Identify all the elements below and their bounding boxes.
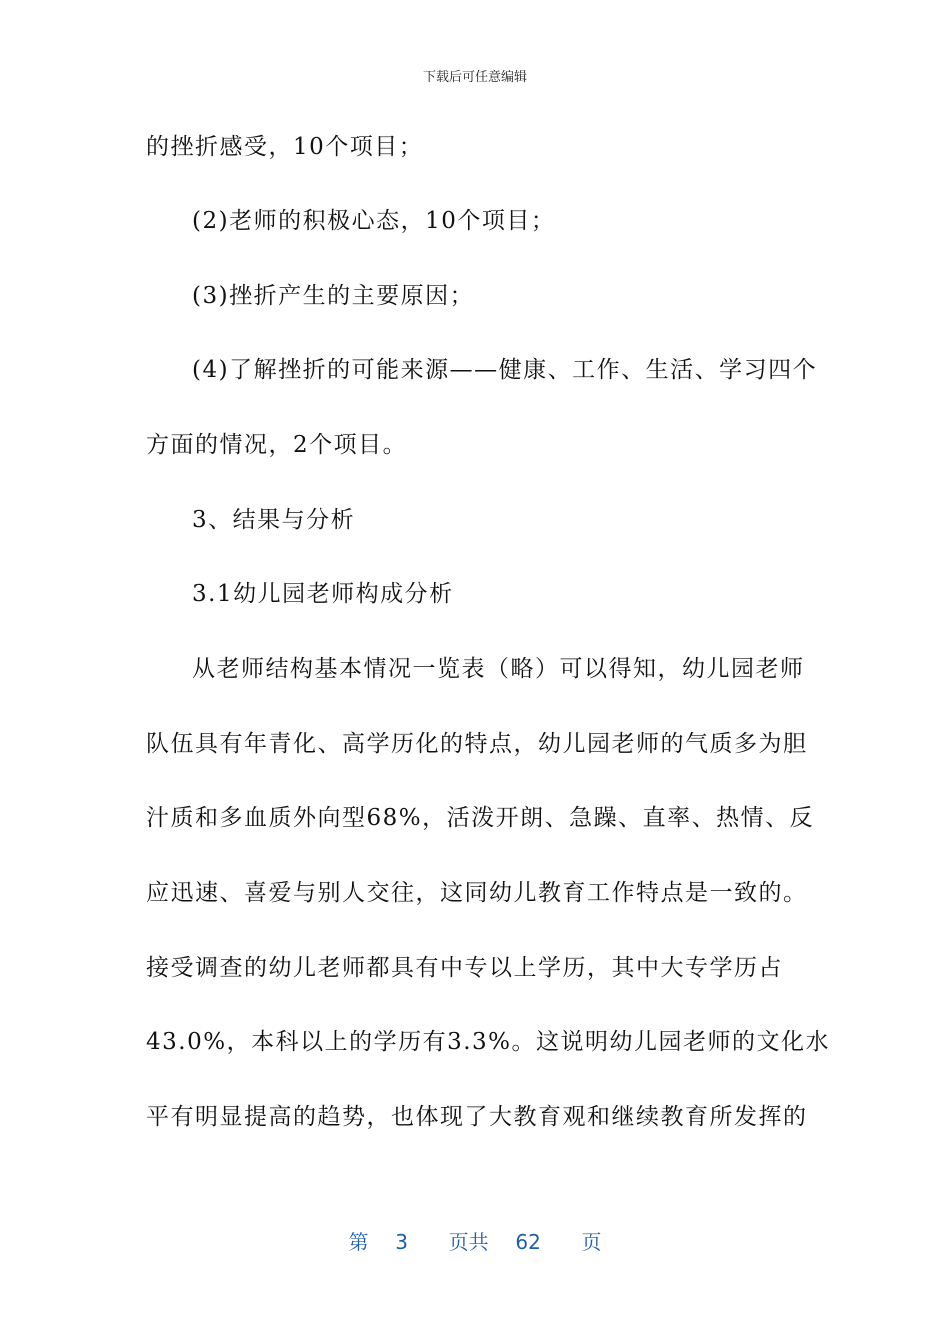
text-line: 方面的情况，2个项目。	[146, 432, 408, 458]
page-header: 下载后可任意编辑	[422, 70, 527, 85]
footer-middle: 页共	[448, 1230, 489, 1254]
subsection-heading: 3.1幼儿园老师构成分析	[192, 581, 454, 607]
text-line: 从老师结构基本情况一览表（略）可以得知，幼儿园老师	[192, 656, 805, 682]
text-line: (3)挫折产生的主要原因；	[192, 283, 475, 309]
text-line: 应迅速、喜爱与别人交往，这同幼儿教育工作特点是一致的。	[146, 880, 808, 906]
text-line: 接受调查的幼儿老师都具有中专以上学历，其中大专学历占	[146, 955, 783, 981]
text-line: 队伍具有年青化、高学历化的特点，幼儿园老师的气质多为胆	[146, 731, 808, 757]
total-pages-number: 62	[515, 1230, 541, 1254]
section-heading: 3、结果与分析	[192, 507, 356, 533]
text-line: 汁质和多血质外向型68%，活泼开朗、急躁、直率、热情、反	[146, 805, 815, 831]
text-line: 43.0%，本科以上的学历有3.3%。这说明幼儿园老师的文化水	[146, 1029, 830, 1055]
footer-prefix: 第	[348, 1230, 369, 1254]
current-page-number: 3	[395, 1230, 408, 1254]
footer-suffix: 页	[581, 1230, 602, 1254]
text-line: 平有明显提高的趋势，也体现了大教育观和继续教育所发挥的	[146, 1104, 808, 1130]
text-line: (2)老师的积极心态，10个项目；	[192, 208, 556, 234]
text-line: 的挫折感受，10个项目；	[146, 134, 424, 160]
text-line: (4)了解挫折的可能来源——健康、工作、生活、学习四个	[192, 357, 818, 383]
page-footer	[0, 1226, 950, 1255]
